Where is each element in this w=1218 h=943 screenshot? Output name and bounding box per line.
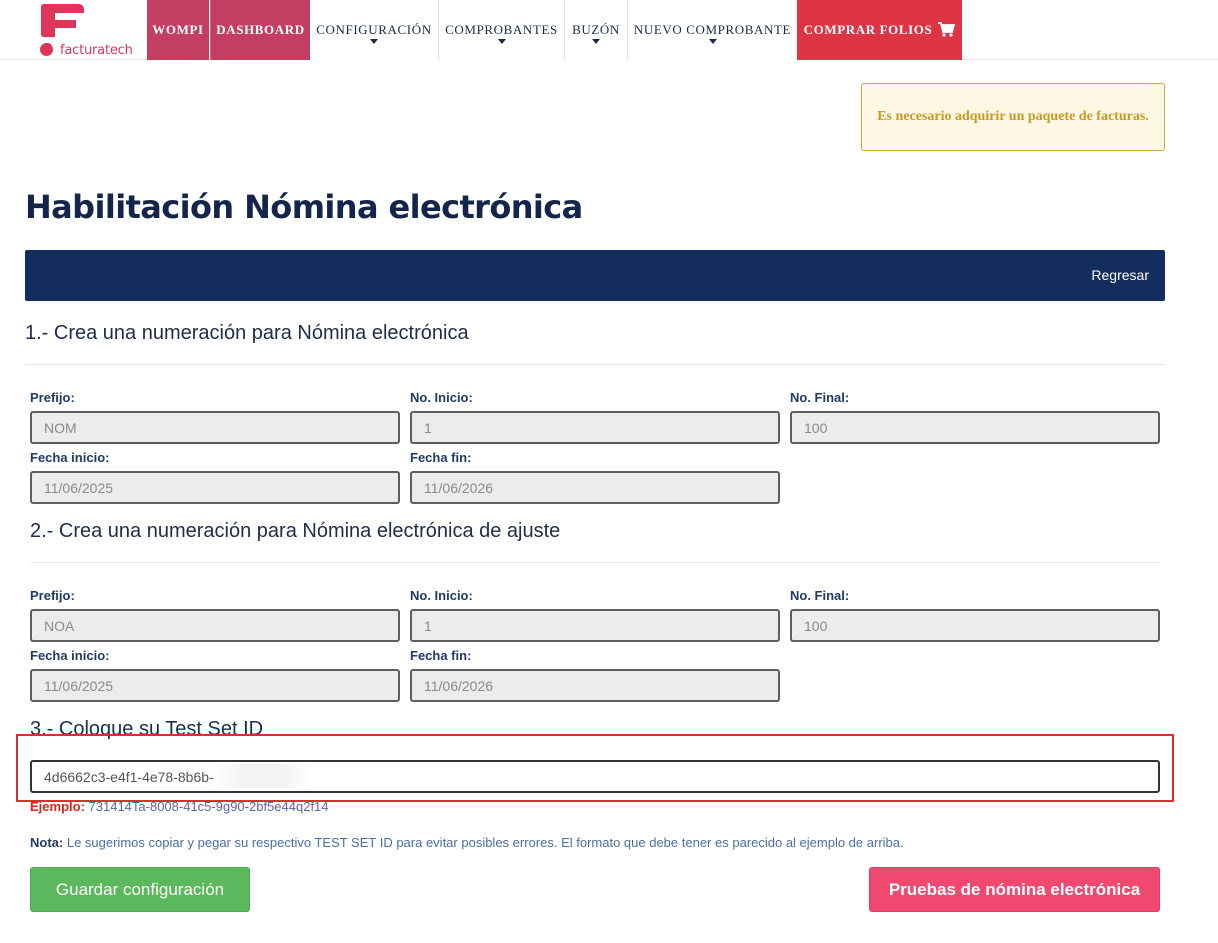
prefijo-ajuste-input[interactable] bbox=[30, 609, 400, 642]
top-navbar bbox=[0, 0, 1218, 60]
section2-title: 2.- Crea una numeración para Nómina electrónica de ajuste bbox=[30, 520, 561, 542]
prefijo-label: Prefijo: bbox=[30, 390, 75, 405]
prefijo-input[interactable] bbox=[30, 411, 400, 444]
prefijo-ajuste-label: Prefijo: bbox=[30, 588, 75, 603]
nav-comprobantes-label: COMPROBANTES bbox=[445, 22, 558, 37]
nav-wompi[interactable] bbox=[147, 0, 209, 60]
no-final-label: No. Final: bbox=[790, 390, 850, 405]
fecha-inicio-label: Fecha inicio: bbox=[30, 450, 110, 465]
no-inicio-label: No. Inicio: bbox=[410, 390, 473, 405]
header-bar bbox=[25, 250, 1165, 301]
chevron-down-icon bbox=[592, 39, 600, 44]
divider bbox=[30, 562, 1160, 563]
no-final-input[interactable] bbox=[790, 411, 1160, 444]
logo-mark-icon bbox=[38, 3, 98, 45]
back-link[interactable]: Regresar bbox=[1091, 267, 1149, 283]
no-inicio-ajuste-label: No. Inicio: bbox=[410, 588, 473, 603]
example-text bbox=[30, 799, 329, 814]
fecha-fin-label: Fecha fin: bbox=[410, 450, 472, 465]
page-title: Habilitación Nómina electrónica bbox=[25, 188, 583, 226]
fecha-inicio-ajuste-input[interactable] bbox=[30, 669, 400, 702]
chevron-down-icon bbox=[709, 39, 717, 44]
logo-dot bbox=[40, 43, 53, 56]
nav-configuracion-label: CONFIGURACIÓN bbox=[316, 22, 432, 37]
warning-alert bbox=[861, 83, 1165, 151]
nav-comprar-folios[interactable] bbox=[797, 0, 962, 60]
fecha-fin-ajuste-label: Fecha fin: bbox=[410, 648, 472, 663]
nav-nuevo-comprobante-label: NUEVO COMPROBANTE bbox=[633, 22, 792, 37]
no-inicio-ajuste-input[interactable] bbox=[410, 609, 780, 642]
save-configuration-button[interactable]: Guardar configuración bbox=[30, 867, 250, 912]
note-text bbox=[30, 835, 904, 850]
nav-comprobantes[interactable] bbox=[439, 0, 565, 60]
section1-title: 1.- Crea una numeración para Nómina electrónica bbox=[25, 322, 469, 344]
example-value: 731414Ta-8008-41c5-9g90-2bf5e44q2f14 bbox=[88, 799, 329, 814]
nav-buzon[interactable] bbox=[565, 0, 628, 60]
no-final-ajuste-input[interactable] bbox=[790, 609, 1160, 642]
note-body: Le sugerimos copiar y pegar su respectivo TEST SET ID para evitar posibles errores. El formato que debe tener es parecido al ejemplo de arriba. bbox=[66, 835, 904, 850]
nav-configuracion[interactable] bbox=[310, 0, 439, 60]
fecha-fin-ajuste-input[interactable] bbox=[410, 669, 780, 702]
nav-dashboard-label: DASHBOARD bbox=[216, 22, 305, 37]
example-label: Ejemplo: bbox=[30, 799, 85, 814]
no-final-ajuste-label: No. Final: bbox=[790, 588, 850, 603]
nav-nuevo-comprobante[interactable] bbox=[628, 0, 797, 60]
fecha-inicio-input[interactable] bbox=[30, 471, 400, 504]
highlight-box bbox=[16, 734, 1174, 802]
logo-wordmark: facturatech bbox=[60, 43, 133, 58]
fecha-fin-input[interactable] bbox=[410, 471, 780, 504]
chevron-down-icon bbox=[370, 39, 378, 44]
alert-message: Es necesario adquirir un paquete de facturas. bbox=[877, 109, 1149, 124]
chevron-down-icon bbox=[498, 39, 506, 44]
nav-dashboard[interactable] bbox=[210, 0, 310, 60]
nav-buzon-label: BUZÓN bbox=[572, 22, 620, 37]
nav-wompi-label: WOMPI bbox=[152, 22, 204, 37]
shopping-cart-icon bbox=[938, 22, 955, 37]
note-label: Nota: bbox=[30, 835, 64, 850]
divider bbox=[25, 364, 1165, 365]
nav-comprar-folios-label: COMPRAR FOLIOS bbox=[803, 22, 933, 37]
section3-title: 3.- Coloque su Test Set ID bbox=[30, 718, 264, 740]
facturatech-logo[interactable] bbox=[38, 3, 133, 58]
fecha-inicio-ajuste-label: Fecha inicio: bbox=[30, 648, 110, 663]
payroll-tests-button[interactable]: Pruebas de nómina electrónica bbox=[869, 867, 1160, 912]
no-inicio-input[interactable] bbox=[410, 411, 780, 444]
